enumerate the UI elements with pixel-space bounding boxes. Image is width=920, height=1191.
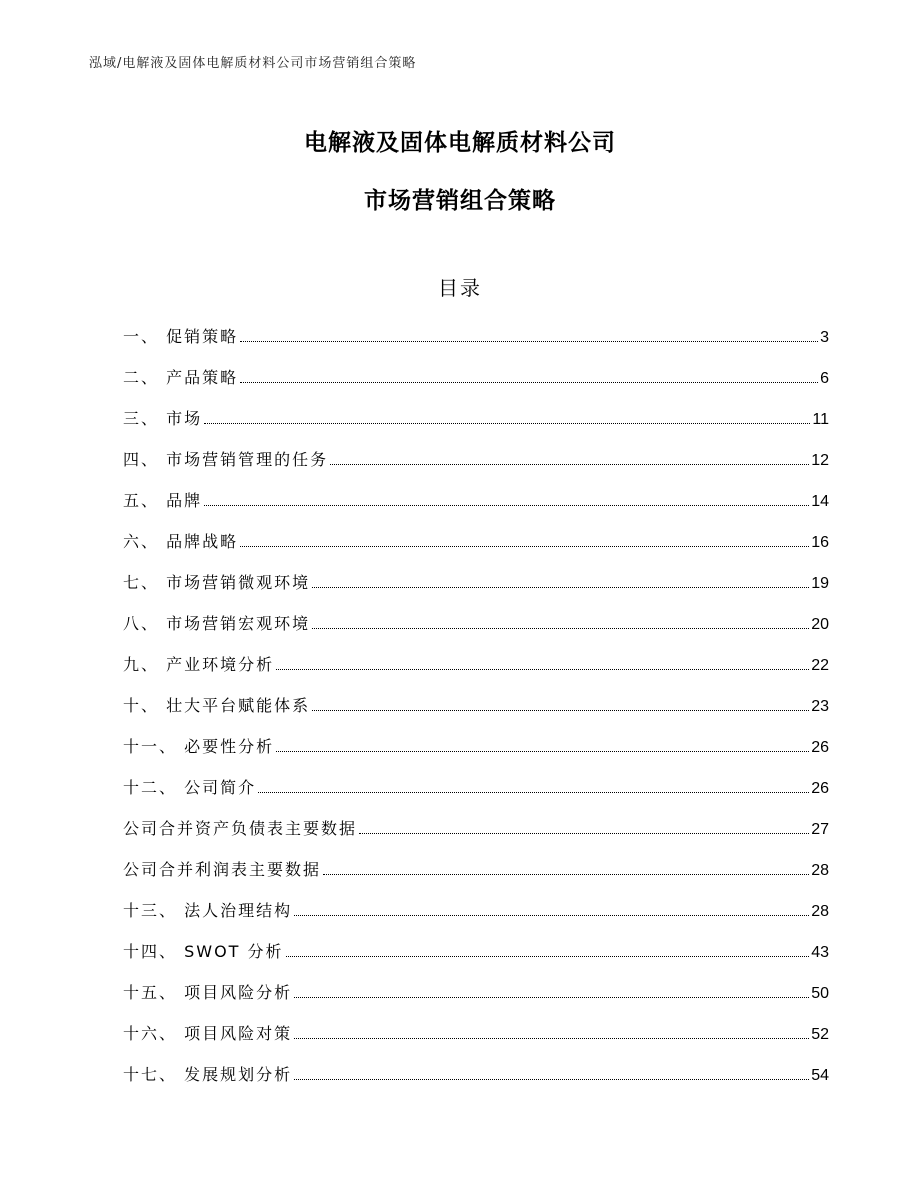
toc-entry-label: 五、 品牌 xyxy=(123,491,203,510)
toc-entry[interactable] xyxy=(123,570,829,611)
toc-entry[interactable] xyxy=(123,898,829,939)
toc-entry-label: 一、 促销策略 xyxy=(123,327,239,346)
toc-entry-page: 19 xyxy=(811,575,829,592)
toc-entry[interactable] xyxy=(123,1062,829,1103)
toc-entry[interactable] xyxy=(123,939,829,980)
toc-entry-label: 公司合并资产负债表主要数据 xyxy=(123,819,358,838)
toc-entry-page: 26 xyxy=(811,739,829,756)
toc-leader-dots xyxy=(312,586,809,588)
toc-entry-label: 八、 市场营销宏观环境 xyxy=(123,614,311,633)
toc-leader-dots xyxy=(258,791,809,793)
toc-leader-dots xyxy=(240,545,809,547)
toc-entry[interactable] xyxy=(123,652,829,693)
toc-entry-label: 十一、 必要性分析 xyxy=(123,737,275,756)
toc-leader-dots xyxy=(204,422,810,424)
toc-entry-label: 三、 市场 xyxy=(123,409,203,428)
toc-heading: 目录 xyxy=(438,276,482,300)
toc-entry-page: 50 xyxy=(811,985,829,1002)
toc-leader-dots xyxy=(286,955,810,957)
toc-entry[interactable] xyxy=(123,365,829,406)
toc-entry[interactable] xyxy=(123,816,829,857)
toc-entry-label: 四、 市场营销管理的任务 xyxy=(123,450,329,469)
table-of-contents xyxy=(123,324,829,1103)
toc-entry-page: 14 xyxy=(811,493,829,510)
toc-entry-label: 十、 壮大平台赋能体系 xyxy=(123,696,311,715)
toc-entry[interactable] xyxy=(123,324,829,365)
toc-entry-page: 12 xyxy=(811,452,829,469)
toc-entry[interactable] xyxy=(123,857,829,898)
toc-entry-label: 十七、 发展规划分析 xyxy=(123,1065,293,1084)
toc-entry-label: 十三、 法人治理结构 xyxy=(123,901,293,920)
toc-leader-dots xyxy=(312,627,809,629)
toc-entry-label: 十六、 项目风险对策 xyxy=(123,1024,293,1043)
toc-leader-dots xyxy=(312,709,809,711)
toc-entry[interactable] xyxy=(123,447,829,488)
toc-entry-label: 六、 品牌战略 xyxy=(123,532,239,551)
toc-leader-dots xyxy=(276,668,809,670)
toc-entry-page: 28 xyxy=(811,862,829,879)
toc-leader-dots xyxy=(240,340,818,342)
running-header: 泓域/电解液及固体电解质材料公司市场营销组合策略 xyxy=(89,56,417,71)
toc-entry[interactable] xyxy=(123,406,829,447)
toc-entry[interactable] xyxy=(123,693,829,734)
toc-entry[interactable] xyxy=(123,611,829,652)
toc-leader-dots xyxy=(276,750,809,752)
toc-leader-dots xyxy=(204,504,809,506)
toc-entry-page: 20 xyxy=(811,616,829,633)
toc-entry-page: 27 xyxy=(811,821,829,838)
toc-leader-dots xyxy=(294,996,809,998)
toc-entry[interactable] xyxy=(123,488,829,529)
toc-entry[interactable] xyxy=(123,529,829,570)
toc-entry-page: 23 xyxy=(811,698,829,715)
toc-entry-page: 3 xyxy=(820,329,829,346)
toc-entry-label: 公司合并利润表主要数据 xyxy=(123,860,322,879)
toc-leader-dots xyxy=(294,1037,809,1039)
toc-entry-page: 6 xyxy=(820,370,829,387)
document-title-line2: 市场营销组合策略 xyxy=(364,188,556,214)
toc-entry-label: 十四、 SWOT 分析 xyxy=(123,942,284,961)
toc-leader-dots xyxy=(330,463,809,465)
toc-entry-page: 54 xyxy=(811,1067,829,1084)
toc-entry-page: 22 xyxy=(811,657,829,674)
toc-leader-dots xyxy=(240,381,818,383)
toc-entry-page: 52 xyxy=(811,1026,829,1043)
toc-leader-dots xyxy=(294,1078,809,1080)
toc-entry-page: 16 xyxy=(811,534,829,551)
toc-entry[interactable] xyxy=(123,734,829,775)
toc-entry-page: 26 xyxy=(811,780,829,797)
toc-entry-label: 十五、 项目风险分析 xyxy=(123,983,293,1002)
toc-entry-page: 28 xyxy=(811,903,829,920)
toc-leader-dots xyxy=(323,873,809,875)
toc-entry-label: 十二、 公司简介 xyxy=(123,778,257,797)
toc-entry-label: 九、 产业环境分析 xyxy=(123,655,275,674)
toc-entry[interactable] xyxy=(123,775,829,816)
toc-entry-label: 二、 产品策略 xyxy=(123,368,239,387)
toc-entry-page: 43 xyxy=(811,944,829,961)
toc-entry-label: 七、 市场营销微观环境 xyxy=(123,573,311,592)
toc-leader-dots xyxy=(294,914,809,916)
document-title-line1: 电解液及固体电解质材料公司 xyxy=(304,130,616,156)
toc-entry-page: 11 xyxy=(812,411,829,428)
toc-entry[interactable] xyxy=(123,1021,829,1062)
toc-leader-dots xyxy=(359,832,809,834)
toc-entry[interactable] xyxy=(123,980,829,1021)
